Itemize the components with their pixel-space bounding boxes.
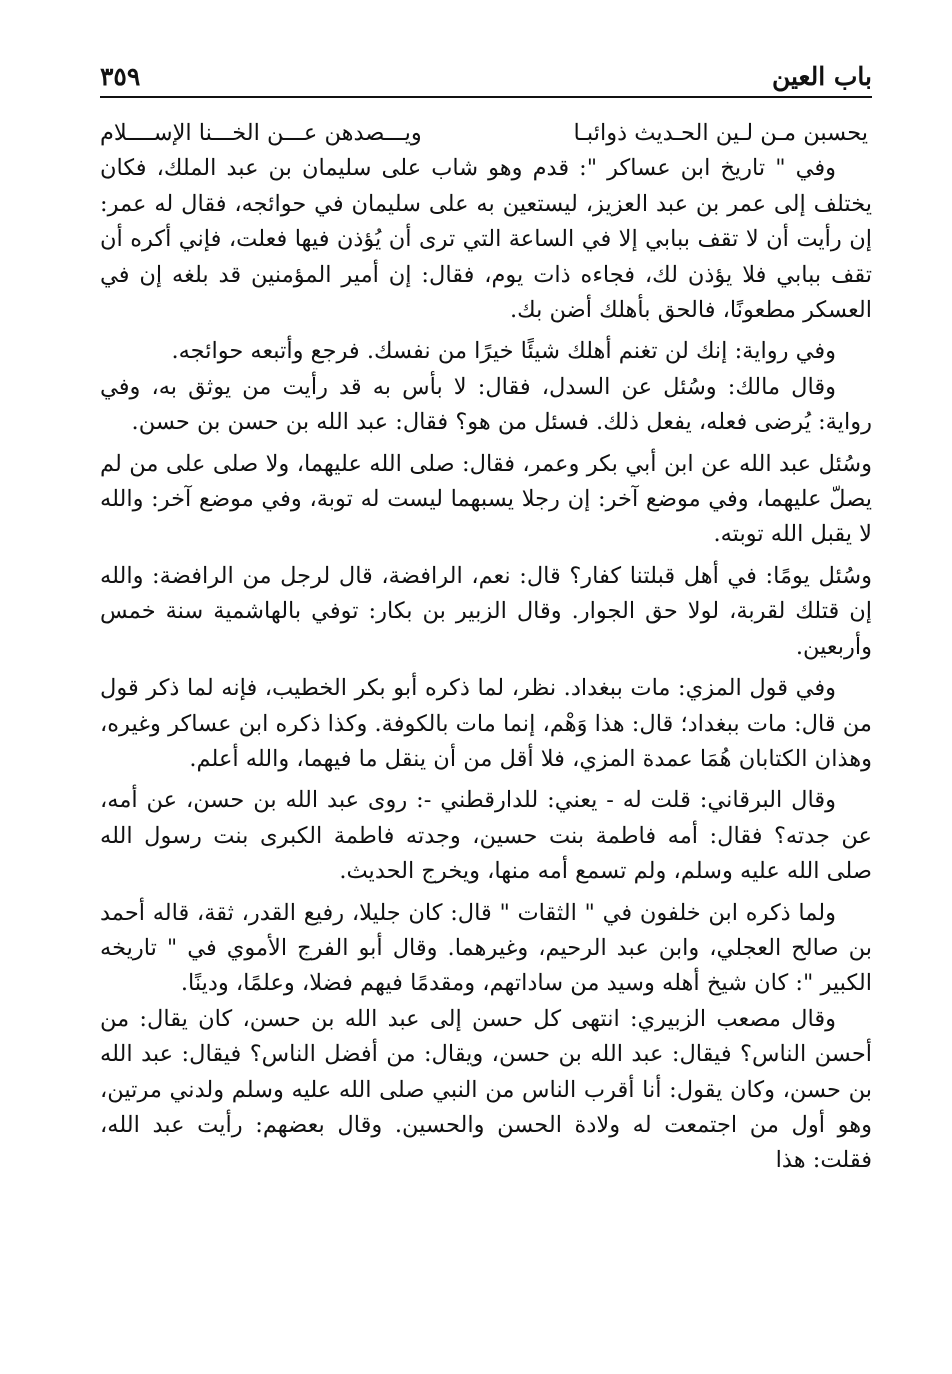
paragraph-ibn-khalfun: ولما ذكره ابن خلفون في " الثقات " قال: كان جليلا، رفيع القدر، ثقة، قاله أحمد بن صالح العجلي، وابن عبد الرحيم، وغيرهما. وقال أبو الفرج الأموي في " تاريخه الكبير ": كان شيخ أهله وسيد من ساداتهم، ومقدمًا فيهم فضلا، وعلمًا، ودينًا.: [100, 899, 872, 997]
page-number: ٣٥٩: [100, 62, 141, 91]
paragraph-musab: وقال مصعب الزبيري: انتهى كل حسن إلى عبد الله بن حسن، كان يقال: من أحسن الناس؟ فيقال: عبد الله بن حسن، ويقال: من أفضل الناس؟ فيقال: عبد الله بن حسن، وكان يقول: أنا أقرب الناس من النبي صلى الله عليه وسلم ولدني مرتين، وهو أول من اجتمعت له ولادة الحسن والحسين. وقال بعضهم: رأيت عبد الله، فقلت: هذا: [100, 1005, 872, 1174]
paragraph-ibn-asakir: وفي " تاريخ ابن عساكر ": قدم وهو شاب على سليمان بن عبد الملك، فكان يختلف إلى عمر بن عبد العزيز، ليستعين به على سليمان في حوائجه، فقال له عمر: إن رأيت أن لا تقف ببابي إلا في الساعة التي ترى أن يُؤذن فيها فعلت، فإني أكره أن تقف ببابي فلا يؤذن لك، فجاءه ذات يوم، فقال: إن أمير المؤمنين قد بلغه إن في العسكر مطعونًا، فالحق بأهلك أضن بك.: [100, 155, 872, 324]
verse-hemistich-second: ويـــصدهن عـــن الخـــنا الإســــلام: [100, 120, 422, 146]
paragraph-riwaya: وفي رواية: إنك لن تغنم أهلك شيئًا خيرًا من نفسك. فرجع وأتبعه حوائجه.: [171, 338, 836, 365]
paragraph-abu-bakr-umar: وسُئل عبد الله عن ابن أبي بكر وعمر، فقال: صلى الله عليهما، ولا صلى على من لم يصلّ عليهما، وفي موضع آخر: إن رجلا يسبهما ليست له توبة، وفي موضع آخر: والله لا يقبل الله توبته.: [100, 450, 872, 548]
page-header: [100, 52, 872, 98]
verse-hemistich-first: يحسبن مـن لـين الحـديث ذوائبـا: [573, 120, 868, 146]
paragraph-mizzi: وفي قول المزي: مات ببغداد. نظر، لما ذكره أبو بكر الخطيب، فإنه لما ذكر قول من قال: مات ببغداد؛ قال: هذا وَهْم، إنما مات بالكوفة. وكذا ذكره ابن عساكر وغيره، وهذان الكتابان هُمَا عمدة المزي، فلا أقل من أن ينقل ما فيهما، والله أعلم.: [100, 675, 872, 772]
chapter-title: باب العين: [771, 62, 872, 91]
paragraph-malik: وقال مالك: وسُئل عن السدل، فقال: لا بأس به قد رأيت من يوثق به، وفي رواية: يُرضى فعله، يفعل ذلك. فسئل من هو؟ فقال: عبد الله بن حسن بن حسن.: [100, 373, 872, 436]
book-page: [100, 52, 872, 1179]
poetry-verse: [100, 116, 872, 151]
page-body: [100, 116, 872, 1179]
paragraph-barqani: وقال البرقاني: قلت له - يعني: للدارقطني -: روى عبد الله بن حسن، عن أمه، عن جدته؟ فقال: أمه فاطمة بنت حسين، وجدته فاطمة الكبرى بنت رسول الله صلى الله عليه وسلم، ولم تسمع أمه منها، ويخرج الحديث.: [100, 787, 872, 885]
paragraph-rafida: وسُئل يومًا: في أهل قبلتنا كفار؟ قال: نعم، الرافضة، قال لرجل من الرافضة: والله إن قتلك لقربة، لولا حق الجوار. وقال الزبير بن بكار: توفي بالهاشمية سنة خمس وأربعين.: [100, 562, 872, 660]
